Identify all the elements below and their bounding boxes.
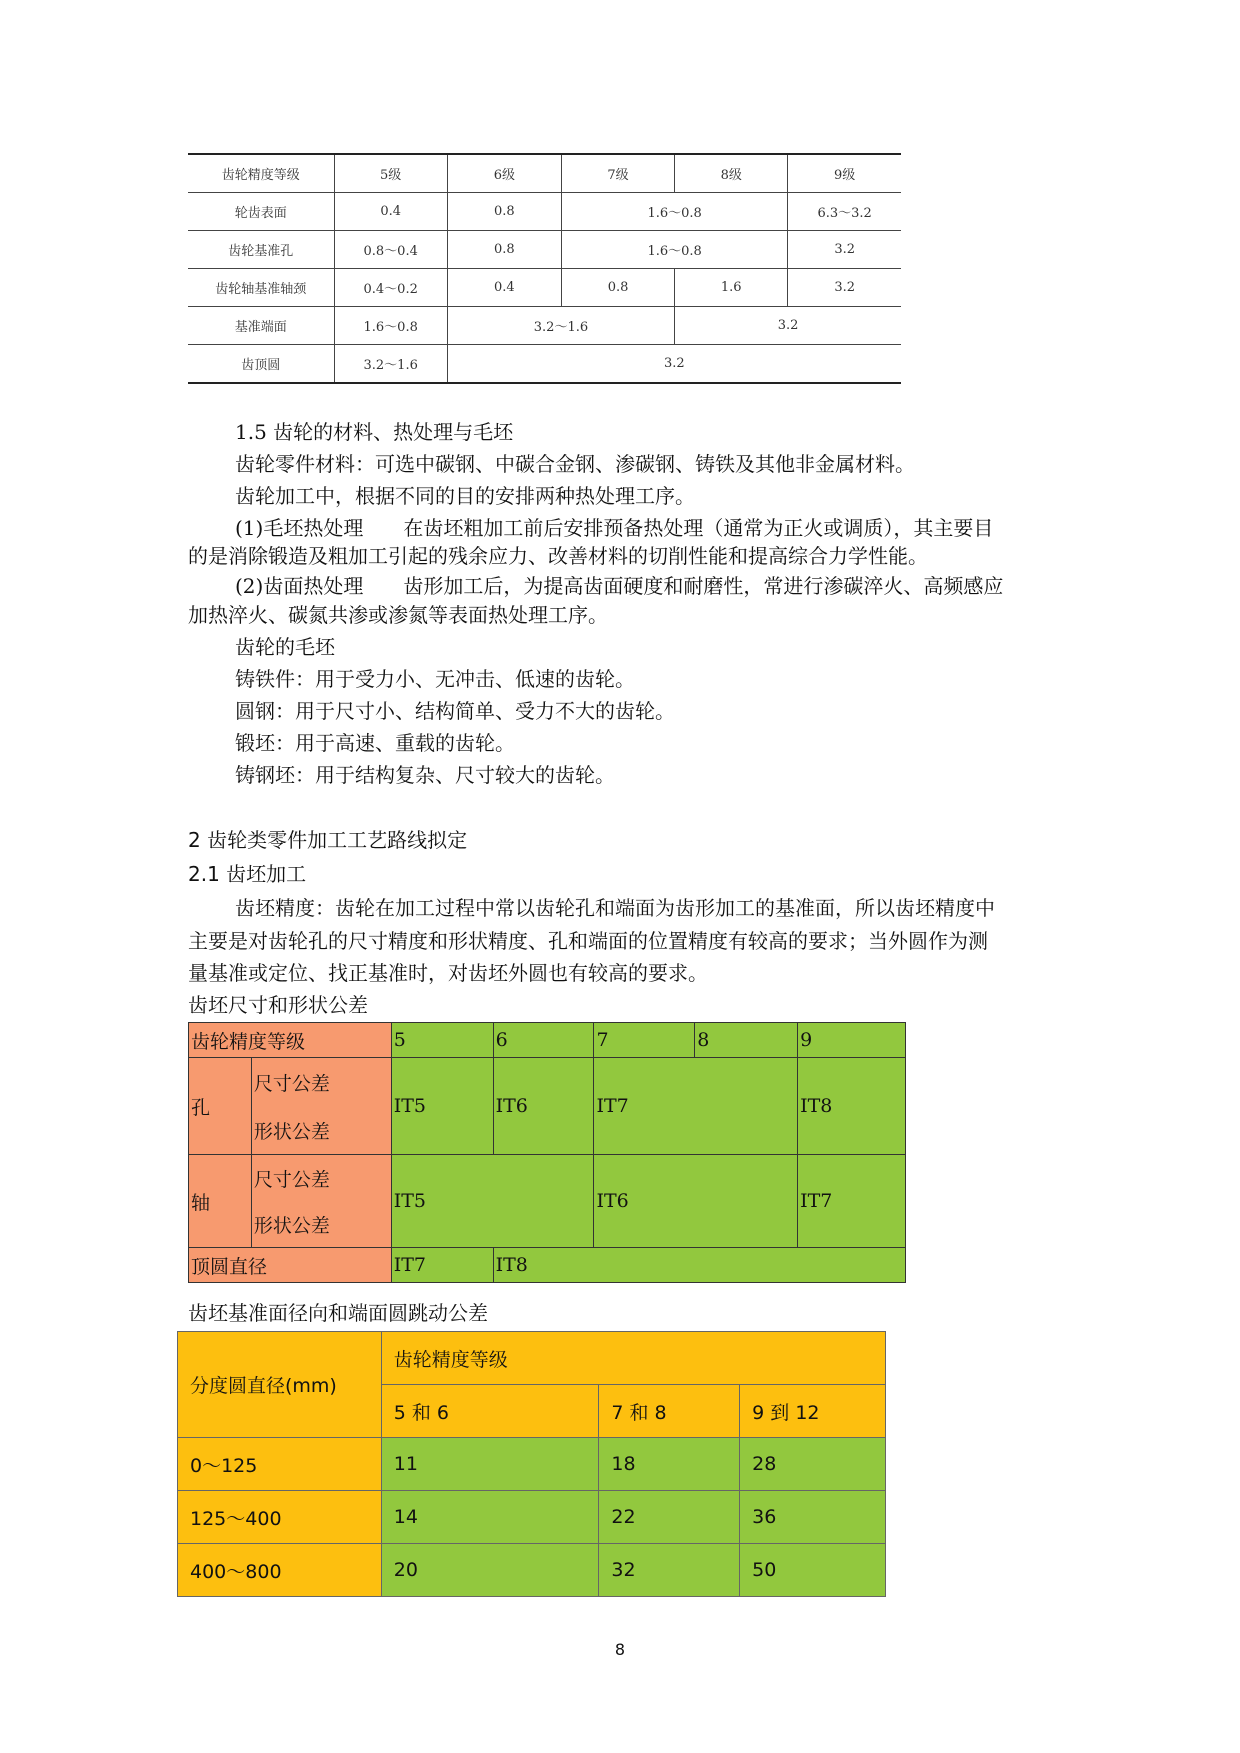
table-cell: IT8: [493, 1248, 905, 1283]
table-cell: IT5: [391, 1155, 594, 1248]
table-cell: 1.6～0.8: [561, 193, 787, 231]
table-cell: 顶圆直径: [189, 1248, 392, 1283]
table-cell: 轮齿表面: [188, 193, 334, 231]
table-row: [188, 231, 901, 269]
table-cell: 0.8: [447, 231, 561, 269]
table-cell: 3.2: [788, 231, 901, 269]
table-row: [188, 269, 901, 307]
table-cell: 0.4: [447, 269, 561, 307]
table-cell: 3.2～1.6: [447, 307, 674, 345]
paragraph: 加热淬火、碳氮共渗或渗氮等表面热处理工序。: [188, 603, 608, 627]
table-cell: 28: [740, 1438, 886, 1491]
table-row: [189, 1058, 906, 1107]
paragraph: 齿轮加工中，根据不同的目的安排两种热处理工序。: [235, 484, 695, 508]
section-heading: 1.5 齿轮的材料、热处理与毛坯: [235, 420, 514, 444]
blank-tolerance-table: [188, 1022, 906, 1283]
table-cell: 0～125: [178, 1438, 382, 1491]
table-cell: 6级: [447, 154, 561, 193]
table-cell: 齿轮轴基准轴颈: [188, 269, 334, 307]
table-cell: 3.2～1.6: [334, 345, 447, 384]
table-cell: 6.3～3.2: [788, 193, 901, 231]
paragraph: 量基准或定位、找正基准时，对齿坯外圆也有较高的要求。: [188, 961, 708, 985]
table-caption: 齿坯基准面径向和端面圆跳动公差: [188, 1301, 488, 1325]
table-cell: IT7: [391, 1248, 493, 1283]
table-cell: 6: [493, 1023, 594, 1058]
table-cell: 形状公差: [251, 1106, 391, 1155]
table-row: [189, 1023, 906, 1058]
paragraph: 圆钢：用于尺寸小、结构简单、受力不大的齿轮。: [235, 699, 675, 723]
table-cell: 齿轮精度等级: [381, 1332, 885, 1385]
table-cell: IT8: [798, 1058, 906, 1155]
table-cell: 7: [594, 1023, 695, 1058]
table-row: [188, 193, 901, 231]
table-cell: 14: [381, 1491, 599, 1544]
paragraph: 锻坯：用于高速、重载的齿轮。: [235, 731, 515, 755]
table-cell: 齿轮基准孔: [188, 231, 334, 269]
table-cell: IT7: [798, 1155, 906, 1248]
table-cell: 0.4～0.2: [334, 269, 447, 307]
paragraph: 齿坯精度：齿轮在加工过程中常以齿轮孔和端面为齿形加工的基准面，所以齿坯精度中: [235, 896, 995, 920]
table-row: [188, 345, 901, 384]
table-cell: 3.2: [788, 269, 901, 307]
table-cell: IT5: [391, 1058, 493, 1155]
table-row: [189, 1155, 906, 1202]
paragraph: (2)齿面热处理 齿形加工后，为提高齿面硬度和耐磨性，常进行渗碳淬火、高频感应: [235, 574, 1004, 598]
paragraph: (1)毛坯热处理 在齿坯粗加工前后安排预备热处理（通常为正火或调质），其主要目: [235, 516, 994, 540]
table-cell: 尺寸公差: [251, 1155, 391, 1202]
table-row: [188, 154, 901, 193]
table-cell: 5 和 6: [381, 1385, 599, 1438]
table-cell: 齿顶圆: [188, 345, 334, 384]
table-cell: 7 和 8: [599, 1385, 740, 1438]
table-cell: 1.6: [675, 269, 788, 307]
table-cell: 分度圆直径(mm): [178, 1332, 382, 1438]
table-caption: 齿坯尺寸和形状公差: [188, 993, 368, 1017]
table-cell: 5级: [334, 154, 447, 193]
table-row: [178, 1438, 886, 1491]
roughness-table: [188, 153, 901, 384]
table-cell: 22: [599, 1491, 740, 1544]
table-cell: 基准端面: [188, 307, 334, 345]
subsection-heading: 2.1 齿坯加工: [188, 862, 307, 886]
section-heading: 2 齿轮类零件加工工艺路线拟定: [188, 828, 468, 852]
table-cell: IT7: [594, 1058, 798, 1155]
table-cell: 11: [381, 1438, 599, 1491]
table-cell: 50: [740, 1544, 886, 1597]
table-cell: 3.2: [447, 345, 901, 384]
page-number: 8: [614, 1640, 626, 1659]
table-cell: 9级: [788, 154, 901, 193]
table-cell: 1.6～0.8: [561, 231, 787, 269]
paragraph: 齿轮零件材料：可选中碳钢、中碳合金钢、渗碳钢、铸铁及其他非金属材料。: [235, 452, 915, 476]
table-cell: 8级: [675, 154, 788, 193]
table-row: [188, 307, 901, 345]
table-cell: 3.2: [675, 307, 901, 345]
table-cell: 5: [391, 1023, 493, 1058]
table-cell: 尺寸公差: [251, 1058, 391, 1107]
table-row: [178, 1332, 886, 1385]
table-cell: 9: [798, 1023, 906, 1058]
table-row: [178, 1491, 886, 1544]
table-cell: IT6: [493, 1058, 594, 1155]
table-cell: 齿轮精度等级: [189, 1023, 392, 1058]
paragraph: 的是消除锻造及粗加工引起的残余应力、改善材料的切削性能和提高综合力学性能。: [188, 544, 928, 568]
table-cell: 孔: [189, 1058, 252, 1155]
table-cell: 125～400: [178, 1491, 382, 1544]
table-cell: 400～800: [178, 1544, 382, 1597]
table-cell: 齿轮精度等级: [188, 154, 334, 193]
table-cell: 9 到 12: [740, 1385, 886, 1438]
table-cell: 8: [695, 1023, 798, 1058]
table-cell: 36: [740, 1491, 886, 1544]
table-cell: 0.8～0.4: [334, 231, 447, 269]
table-cell: 18: [599, 1438, 740, 1491]
paragraph: 铸铁件：用于受力小、无冲击、低速的齿轮。: [235, 667, 635, 691]
paragraph: 铸钢坯：用于结构复杂、尺寸较大的齿轮。: [235, 763, 615, 787]
table-row: [178, 1544, 886, 1597]
table-cell: IT6: [594, 1155, 798, 1248]
paragraph: 齿轮的毛坯: [235, 635, 335, 659]
table-cell: 7级: [561, 154, 674, 193]
paragraph: 主要是对齿轮孔的尺寸精度和形状精度、孔和端面的位置精度有较高的要求；当外圆作为测: [188, 929, 988, 953]
table-cell: 0.8: [561, 269, 674, 307]
table-cell: 形状公差: [251, 1201, 391, 1248]
runout-tolerance-table: [177, 1331, 886, 1597]
table-row: [189, 1248, 906, 1283]
table-cell: 1.6～0.8: [334, 307, 447, 345]
table-cell: 20: [381, 1544, 599, 1597]
table-cell: 32: [599, 1544, 740, 1597]
table-cell: 0.4: [334, 193, 447, 231]
table-cell: 轴: [189, 1155, 252, 1248]
table-cell: 0.8: [447, 193, 561, 231]
